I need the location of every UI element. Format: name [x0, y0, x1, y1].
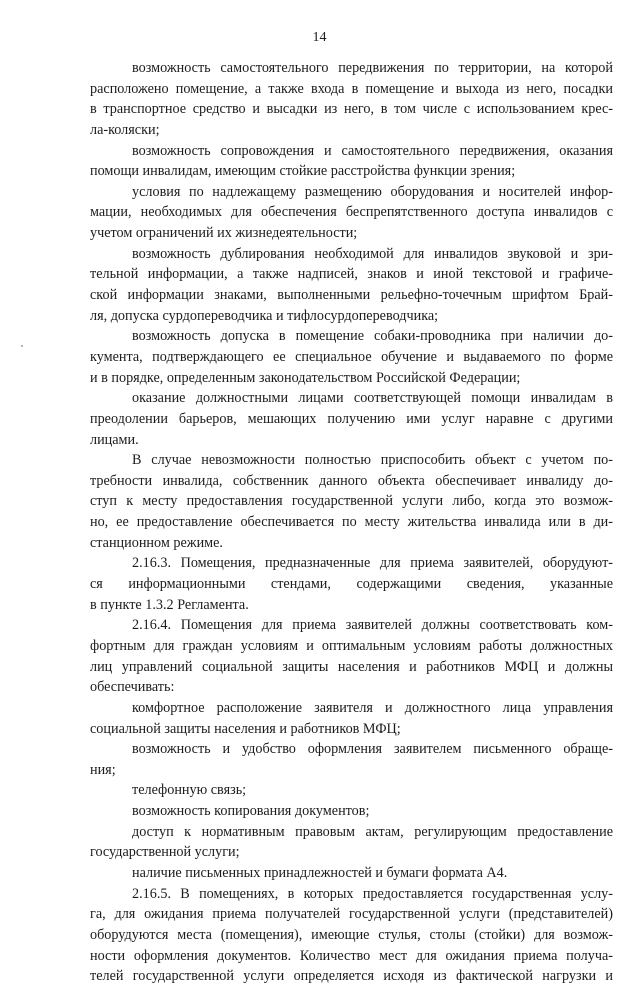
text-line: оказание должностными лицами соответствующей помощи инвалидам в: [132, 390, 613, 407]
text-line: наличие письменных принадлежностей и бумаги формата А4.: [132, 864, 508, 881]
page-number: 14: [312, 30, 327, 45]
text-line: ся информационными стендами, содержащими сведения, указанные: [90, 576, 613, 593]
text-line: ступ к месту предоставления государственной услуги либо, когда это возмож-: [90, 493, 613, 510]
text-line: тельной информации, а также надписей, знаков и иной текстовой и графиче-: [90, 266, 613, 283]
text-line: в пункте 1.3.2 Регламента.: [90, 596, 249, 613]
document-body: [90, 58, 613, 987]
text-line: возможность самостоятельного передвижения по территории, на которой: [132, 60, 613, 76]
text-line: лиц управлений социальной защиты населения и работников МФЦ и должны: [90, 658, 613, 675]
text-line: но, ее предоставление обеспечивается по месту жительства инвалида или в ди-: [90, 514, 613, 531]
text-line: лицами.: [90, 431, 139, 448]
text-line: станционном режиме.: [90, 534, 223, 551]
text-line: телефонную связь;: [132, 782, 247, 799]
text-line: кумента, подтверждающего ее специальное обучение и выдаваемого по форме: [90, 348, 613, 365]
text-line: оборудуются места (помещения), имеющие стулья, столы (стойки) для возмож-: [90, 926, 613, 943]
text-line: помощи инвалидам, имеющим стойкие расстройства функции зрения;: [90, 163, 516, 180]
text-line: телей государственной услуги определяется исходя из фактической нагрузки и: [90, 968, 613, 985]
text-line: обеспечивать:: [90, 679, 175, 696]
text-line: преодолении барьеров, мешающих получению ими услуг наравне с другими: [90, 410, 613, 427]
text-line: ния;: [90, 761, 116, 778]
text-line: га, для ожидания приема получателей государственной услуги (представителей): [90, 906, 613, 923]
text-line: и в порядке, определенным законодательством Российской Федерации;: [90, 369, 521, 386]
text-line: доступ к нормативным правовым актам, регулирующим предоставление: [132, 823, 613, 840]
text-line: возможность копирования документов;: [132, 803, 370, 820]
text-line: условия по надлежащему размещению оборудования и носителей инфор-: [132, 183, 613, 200]
text-line: требности инвалида, собственник данного объекта обеспечивает инвалиду до-: [90, 472, 613, 489]
text-line: ской информации знаками, выполненными рельефно-точечным шрифтом Брай-: [90, 287, 613, 304]
text-line: комфортное расположение заявителя и должностного лица управления: [132, 699, 613, 716]
text-line: учетом ограничений их жизнедеятельности;: [90, 225, 358, 242]
text-line: ла-коляски;: [90, 121, 160, 138]
scan-speck: [21, 345, 23, 347]
text-line: 2.16.3. Помещения, предназначенные для приема заявителей, оборудуют-: [132, 555, 613, 572]
text-line: 2.16.5. В помещениях, в которых предоставляется государственная услу-: [132, 885, 613, 902]
text-line: государственной услуги;: [90, 844, 240, 861]
text-line: возможность допуска в помещение собаки-проводника при наличии до-: [132, 328, 613, 345]
text-line: мации, необходимых для обеспечения беспрепятственного доступа инвалидов с: [90, 204, 613, 221]
text-line: возможность и удобство оформления заявителем письменного обраще-: [132, 741, 613, 758]
text-line: возможность сопровождения и самостоятельного передвижения, оказания: [132, 142, 613, 159]
text-line: В случае невозможности полностью приспособить объект с учетом по-: [132, 452, 613, 469]
text-line: в транспортное средство и высадки из него, в том числе с использованием крес-: [90, 101, 613, 118]
text-line: ля, допуска сурдопереводчика и тифлосурдопереводчика;: [90, 307, 439, 324]
text-line: фортным для граждан условиям и оптимальным условиям работы должностных: [90, 637, 613, 654]
text-line: ности оформления документов. Количество мест для ожидания приема получа-: [90, 947, 613, 964]
text-line: 2.16.4. Помещения для приема заявителей должны соответствовать ком-: [132, 617, 613, 634]
text-line: расположено помещение, а также входа в помещение и выхода из него, посадки: [90, 80, 613, 97]
text-line: социальной защиты населения и работников МФЦ;: [90, 720, 401, 737]
text-line: возможность дублирования необходимой для инвалидов звуковой и зри-: [132, 245, 613, 262]
